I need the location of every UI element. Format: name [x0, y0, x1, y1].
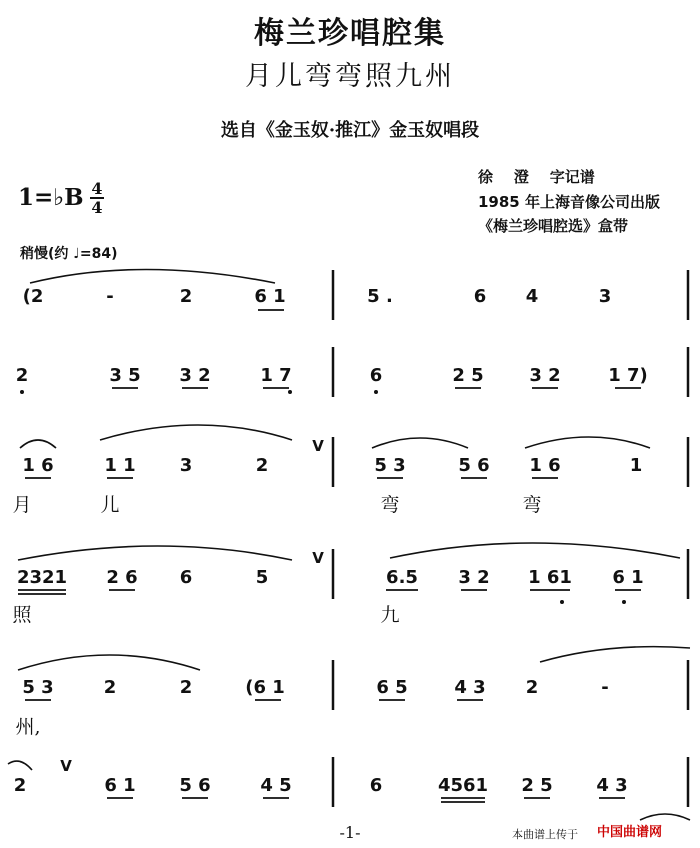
note: 5: [255, 567, 269, 588]
octave-dot: [374, 390, 378, 394]
note: 2: [255, 455, 269, 476]
credit-album: 《梅兰珍唱腔选》盒带: [478, 217, 629, 235]
slur: [372, 438, 468, 448]
slur: [20, 440, 56, 448]
octave-dot: [560, 600, 564, 604]
note: 2 5: [452, 365, 484, 386]
breath-mark: V: [312, 437, 324, 455]
note: 3 2: [179, 365, 211, 386]
note: 5 .: [367, 286, 393, 307]
note: 6 5: [376, 677, 408, 698]
lyric: 照: [12, 604, 32, 626]
slur: [540, 647, 690, 662]
note: 3 2: [529, 365, 561, 386]
slur: [18, 546, 292, 560]
source-note: 选自《金玉奴·推江》金玉奴唱段: [220, 120, 480, 141]
time-signature-top: 4: [91, 179, 103, 198]
key-signature: 1=♭B: [18, 184, 84, 211]
note: 2 5: [521, 775, 553, 796]
credit-publisher: 1985 年上海音像公司出版: [478, 193, 660, 211]
lyric: 月: [12, 494, 32, 516]
note: 6: [473, 286, 487, 307]
note: 4 3: [596, 775, 628, 796]
note: 1 6: [529, 455, 561, 476]
note: 1 1: [104, 455, 136, 476]
note: 2321: [16, 567, 68, 588]
tempo-marking: 稍慢(约 ♩=84): [20, 246, 118, 262]
note: 1 7): [608, 365, 648, 386]
slur: [640, 814, 690, 820]
note: 2: [525, 677, 539, 698]
note: 6: [179, 567, 193, 588]
note: 3: [598, 286, 612, 307]
note: 2 6: [106, 567, 138, 588]
note: -: [106, 286, 114, 307]
note: 5 3: [22, 677, 54, 698]
breath-mark: V: [312, 549, 324, 567]
note: 1: [629, 455, 643, 476]
octave-dot: [20, 390, 24, 394]
octave-dot: [622, 600, 626, 604]
octave-dot: [288, 390, 292, 394]
note: 2: [103, 677, 117, 698]
note: 6.5: [386, 567, 418, 588]
note: 5 6: [179, 775, 211, 796]
note: 6: [369, 775, 383, 796]
note: 6 1: [612, 567, 644, 588]
note: 6: [369, 365, 383, 386]
slur: [525, 437, 650, 448]
note: 5 6: [458, 455, 490, 476]
page-title: 梅兰珍唱腔集: [254, 16, 446, 51]
time-signature-bottom: 4: [91, 198, 103, 217]
note: 1 7: [260, 365, 292, 386]
note: 1 61: [528, 567, 572, 588]
note: 4561: [437, 775, 489, 796]
page-number: -1-: [339, 823, 361, 842]
slur: [390, 543, 680, 558]
note: (6 1: [245, 677, 285, 698]
lyric: 弯: [522, 494, 542, 516]
note: -: [601, 677, 609, 698]
lyric: 弯: [380, 494, 400, 516]
note: 2: [179, 286, 193, 307]
note: 6 1: [104, 775, 136, 796]
note: 4 5: [260, 775, 292, 796]
note: 2: [15, 365, 29, 386]
lyric: 儿: [100, 494, 120, 516]
note: 3 5: [109, 365, 141, 386]
note: 3: [179, 455, 193, 476]
note: 4: [525, 286, 539, 307]
site-logo[interactable]: 中国曲谱网: [597, 825, 663, 840]
slur: [18, 655, 200, 670]
upload-note: 本曲谱上传于: [512, 828, 578, 841]
note: 2: [179, 677, 193, 698]
note: 2: [13, 775, 27, 796]
note: 6 1: [254, 286, 286, 307]
credit-transcriber: 徐 澄 字记谱: [478, 168, 595, 186]
song-title: 月儿弯弯照九州: [245, 61, 455, 92]
note: 3 2: [458, 567, 490, 588]
note: (2: [22, 286, 44, 307]
lyric: 州,: [15, 716, 41, 738]
lyric: 九: [380, 604, 400, 626]
breath-mark: V: [60, 757, 72, 775]
note: 1 6: [22, 455, 54, 476]
slur: [8, 761, 32, 770]
note: 4 3: [454, 677, 486, 698]
slur: [30, 270, 275, 284]
slur: [100, 425, 292, 440]
note: 5 3: [374, 455, 406, 476]
